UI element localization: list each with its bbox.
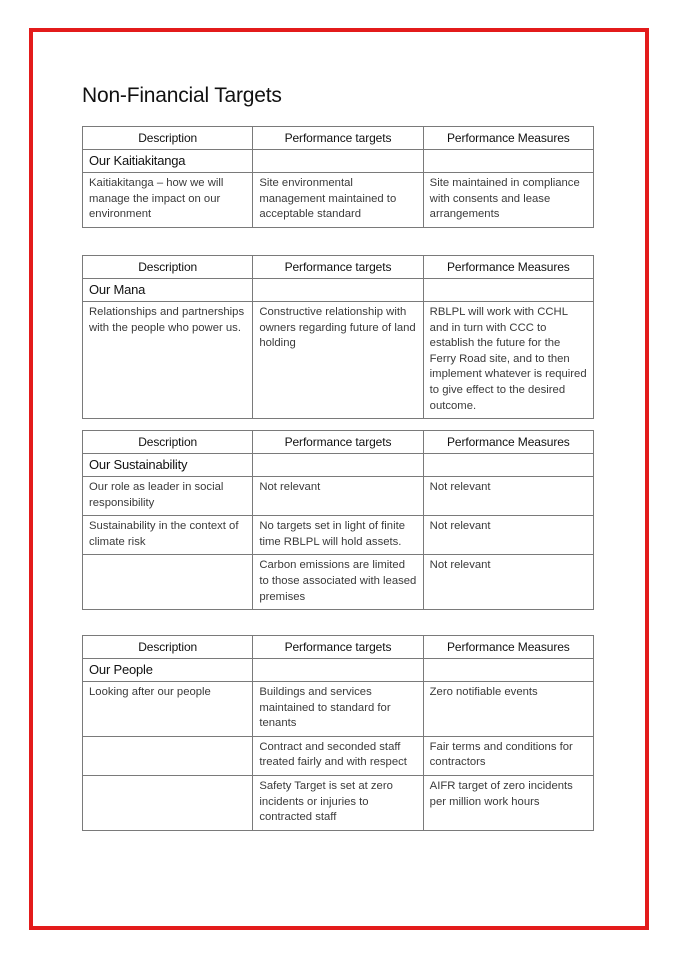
section-row [83,279,594,302]
cell-measure: Zero notifiable events [423,682,593,737]
header-description: Description [83,431,253,454]
header-row [83,256,594,279]
header-performance-targets: Performance targets [253,431,423,454]
cell-target: Buildings and services maintained to standard for tenants [253,682,423,737]
table-row [83,173,594,228]
cell-description [83,775,253,830]
section-title: Our Mana [89,282,146,297]
header-performance-measures: Performance Measures [423,636,593,659]
cell-target: No targets set in light of finite time RBLPL will hold assets. [253,516,423,555]
section-title: Our People [89,662,153,677]
cell-description [83,736,253,775]
page-title: Non-Financial Targets [82,84,282,107]
header-row [83,127,594,150]
header-description: Description [83,636,253,659]
cell-measure: Not relevant [423,477,593,516]
cell-description: Our role as leader in social responsibility [83,477,253,516]
table-row [83,302,594,419]
table-row [83,775,594,830]
header-row [83,431,594,454]
cell-target: Contract and seconded staff treated fairly and with respect [253,736,423,775]
cell-target: Not relevant [253,477,423,516]
cell-target: Carbon emissions are limited to those associated with leased premises [253,555,423,610]
header-performance-targets: Performance targets [253,127,423,150]
cell-target: Site environmental management maintained to acceptable standard [253,173,423,228]
sustainability-table [82,430,594,610]
header-description: Description [83,256,253,279]
header-performance-measures: Performance Measures [423,431,593,454]
header-performance-measures: Performance Measures [423,127,593,150]
cell-description: Sustainability in the context of climate risk [83,516,253,555]
cell-target: Safety Target is set at zero incidents or injuries to contracted staff [253,775,423,830]
cell-measure: RBLPL will work with CCHL and in turn with CCC to establish the future for the Ferry Road site, and to then implement whatever is required to give effect to the desired outcome. [423,302,593,419]
cell-description: Kaitiakitanga – how we will manage the impact on our environment [83,173,253,228]
header-row [83,636,594,659]
header-performance-targets: Performance targets [253,636,423,659]
cell-measure: AIFR target of zero incidents per million work hours [423,775,593,830]
section-row [83,454,594,477]
table-row [83,555,594,610]
section-row [83,659,594,682]
kaitiakitanga-table [82,126,594,228]
cell-measure: Not relevant [423,516,593,555]
people-table [82,635,594,831]
section-title: Our Sustainability [89,457,188,472]
cell-measure: Site maintained in compliance with consents and lease arrangements [423,173,593,228]
cell-measure: Not relevant [423,555,593,610]
cell-description: Looking after our people [83,682,253,737]
section-title: Our Kaitiakitanga [89,153,186,168]
table-row [83,736,594,775]
header-description: Description [83,127,253,150]
header-performance-targets: Performance targets [253,256,423,279]
mana-table [82,255,594,419]
cell-description [83,555,253,610]
table-row [83,477,594,516]
cell-description: Relationships and partnerships with the people who power us. [83,302,253,419]
table-row [83,516,594,555]
header-performance-measures: Performance Measures [423,256,593,279]
cell-measure: Fair terms and conditions for contractors [423,736,593,775]
table-row [83,682,594,737]
section-row [83,150,594,173]
cell-target: Constructive relationship with owners regarding future of land holding [253,302,423,419]
